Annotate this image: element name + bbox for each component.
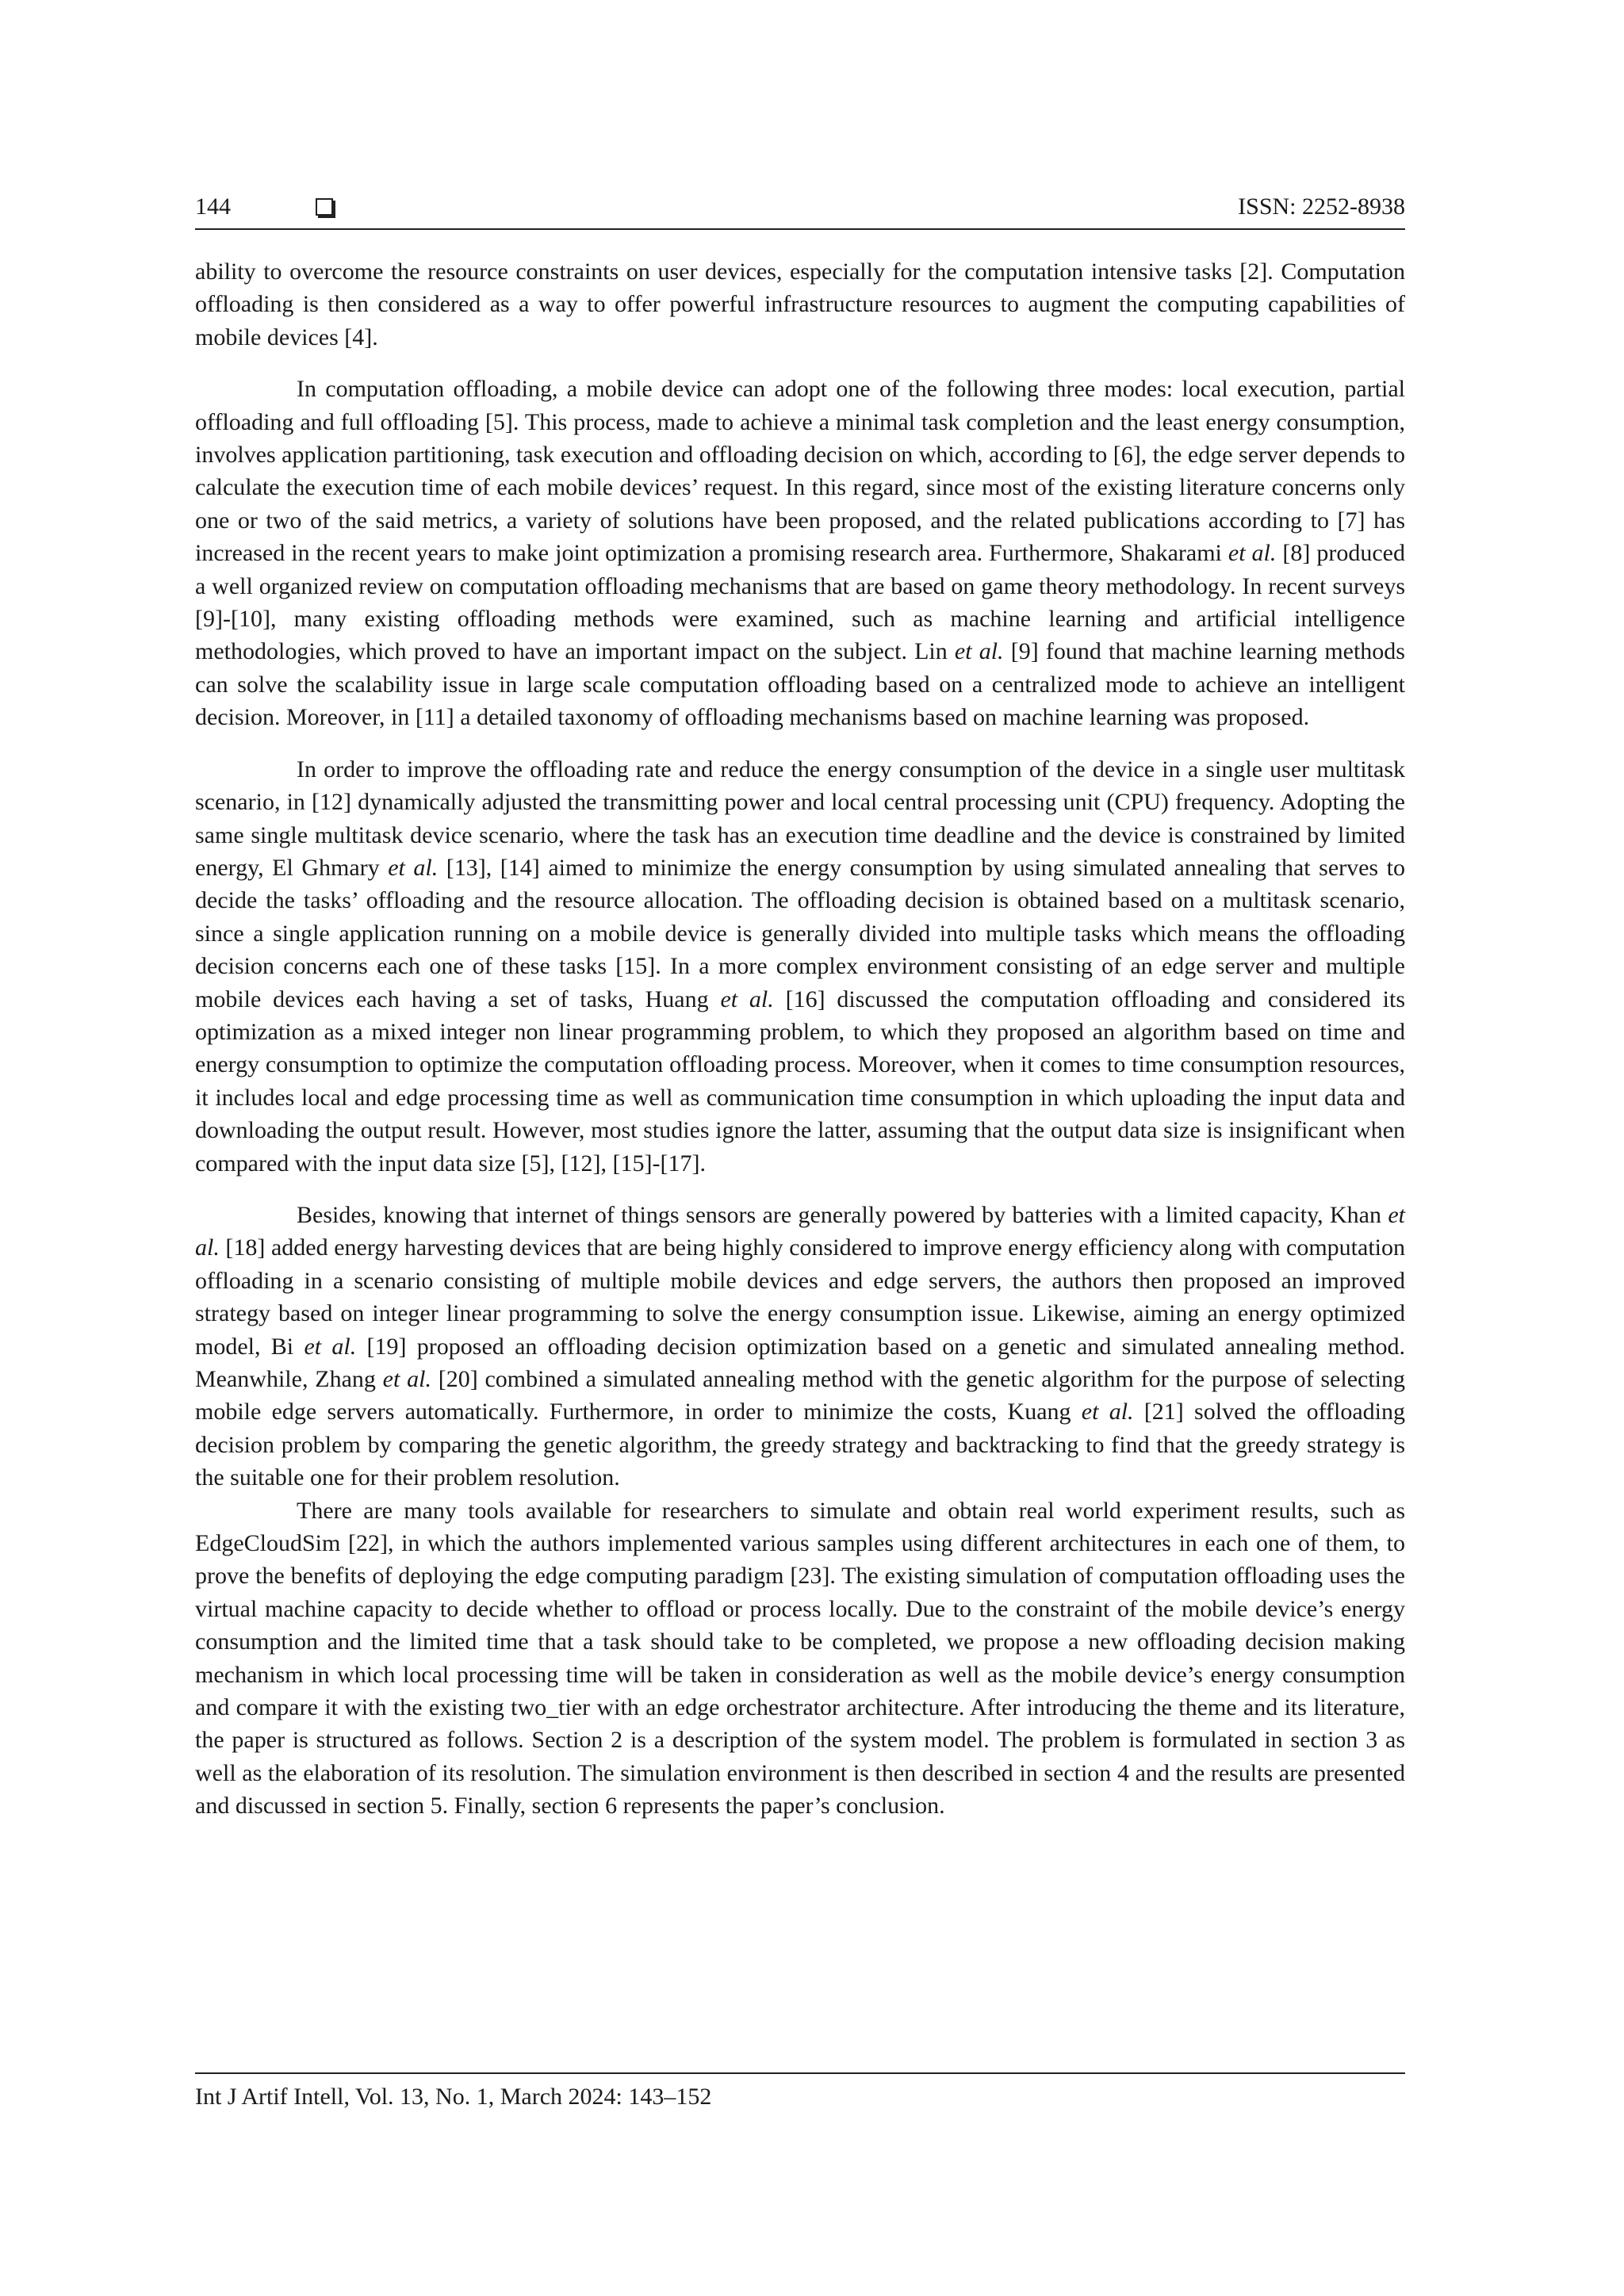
paragraph: In order to improve the offloading rate and reduce the energy consumption of the device in a single user multitask scenario, in [12] dynamically adjusted the transmitting power and local central processing unit (CPU) frequency. Adopting the same single multitask device scenario, where the task has an execution time deadline and the device is constrained by limited energy, El Ghmary et al. [13], [14] aimed to minimize the energy consumption by using simulated annealing that serves to decide the tasks’ offloading and the resource allocation. The offloading decision is obtained based on a multitask scenario, since a single application running on a mobile device is generally divided into multiple tasks which means the offloading decision concerns each one of these tasks [15]. In a more complex environment consisting of an edge server and multiple mobile devices each having a set of tasks, Huang et al. [16] discussed the computation offloading and considered its optimization as a mixed integer non linear programming problem, to which they proposed an algorithm based on time and energy consumption to optimize the computation offloading process. Moreover, when it comes to time consumption resources, it includes local and edge processing time as well as communication time consumption in which uploading the input data and downloading the output result. However, most studies ignore the latter, assuming that the output data size is insignificant when compared with the input data size [5], [12], [15]-[17]. bbox=[195, 756, 1406, 1177]
issn-label: ISSN: 2252-8938 bbox=[1238, 193, 1405, 220]
body-text bbox=[195, 255, 1405, 1842]
paragraph: There are many tools available for researchers to simulate and obtain real world experiment results, such as EdgeCloudSim [22], in which the authors implemented various samples using different architectures in each one of them, to prove the benefits of deploying the edge computing paradigm [23]. The existing simulation of computation offloading uses the virtual machine capacity to decide whether to offload or process locally. Due to the constraint of the mobile device’s energy consumption and the limited time that a task should take to be completed, we propose a new offloading decision making mechanism in which local processing time will be taken in consideration as well as the mobile device’s energy consumption and compare it with the existing two_tier with an edge orchestrator architecture. After introducing the theme and its literature, the paper is structured as follows. Section 2 is a description of the system model. The problem is formulated in section 3 as well as the elaboration of its resolution. The simulation environment is then described in section 4 and the results are presented and discussed in section 5. Finally, section 6 represents the paper’s conclusion. bbox=[195, 1497, 1405, 1820]
paragraph: ability to overcome the resource constraints on user devices, especially for the computation intensive tasks [2]. Computation offloading is then considered as a way to offer powerful infrastructure resources to augment the computing capabilities of mobile devices [4]. bbox=[195, 258, 1405, 350]
paragraph: In computation offloading, a mobile device can adopt one of the following three modes: local execution, partial offloading and full offloading [5]. This process, made to achieve a minimal task completion and the least energy consumption, involves application partitioning, task execution and offloading decision on which, according to [6], the edge server depends to calculate the execution time of each mobile devices’ request. In this regard, since most of the existing literature concerns only one or two of the said metrics, a variety of solutions have been proposed, and the related publications according to [7] has increased in the recent years to make joint optimization a promising research area. Furthermore, Shakarami et al. [8] produced a well organized review on computation offloading mechanisms that are based on game theory methodology. In recent surveys [9]-[10], many existing offloading methods were examined, such as machine learning and artificial intelligence methodologies, which proved to have an important impact on the subject. Lin et al. [9] found that machine learning methods can solve the scalability issue in large scale computation offloading based on a centralized mode to achieve an intelligent decision. Moreover, in [11] a detailed taxonomy of offloading mechanisms based on machine learning was proposed. bbox=[195, 376, 1405, 731]
square-bullet-icon bbox=[316, 198, 333, 216]
paragraph: Besides, knowing that internet of things sensors are generally powered by batteries with a limited capacity, Khan et al. [18] added energy harvesting devices that are being highly considered to improve energy efficiency along with computation offloading in a scenario consisting of multiple mobile devices and edge servers, the authors then proposed an improved strategy based on integer linear programming to solve the energy consumption issue. Likewise, aiming an energy optimized model, Bi et al. [19] proposed an offloading decision optimization based on a genetic and simulated annealing method. Meanwhile, Zhang et al. [20] combined a simulated annealing method with the genetic algorithm for the purpose of selecting mobile edge servers automatically. Furthermore, in order to minimize the costs, Kuang et al. [21] solved the offloading decision problem by comparing the genetic algorithm, the greedy strategy and backtracking to find that the greedy strategy is the suitable one for their problem resolution. bbox=[195, 1201, 1405, 1491]
journal-citation: Int J Artif Intell, Vol. 13, No. 1, March 2024: 143–152 bbox=[195, 2084, 712, 2110]
page-footer bbox=[195, 2072, 1405, 2110]
page-header bbox=[195, 193, 1405, 230]
page-number: 144 bbox=[195, 193, 231, 220]
